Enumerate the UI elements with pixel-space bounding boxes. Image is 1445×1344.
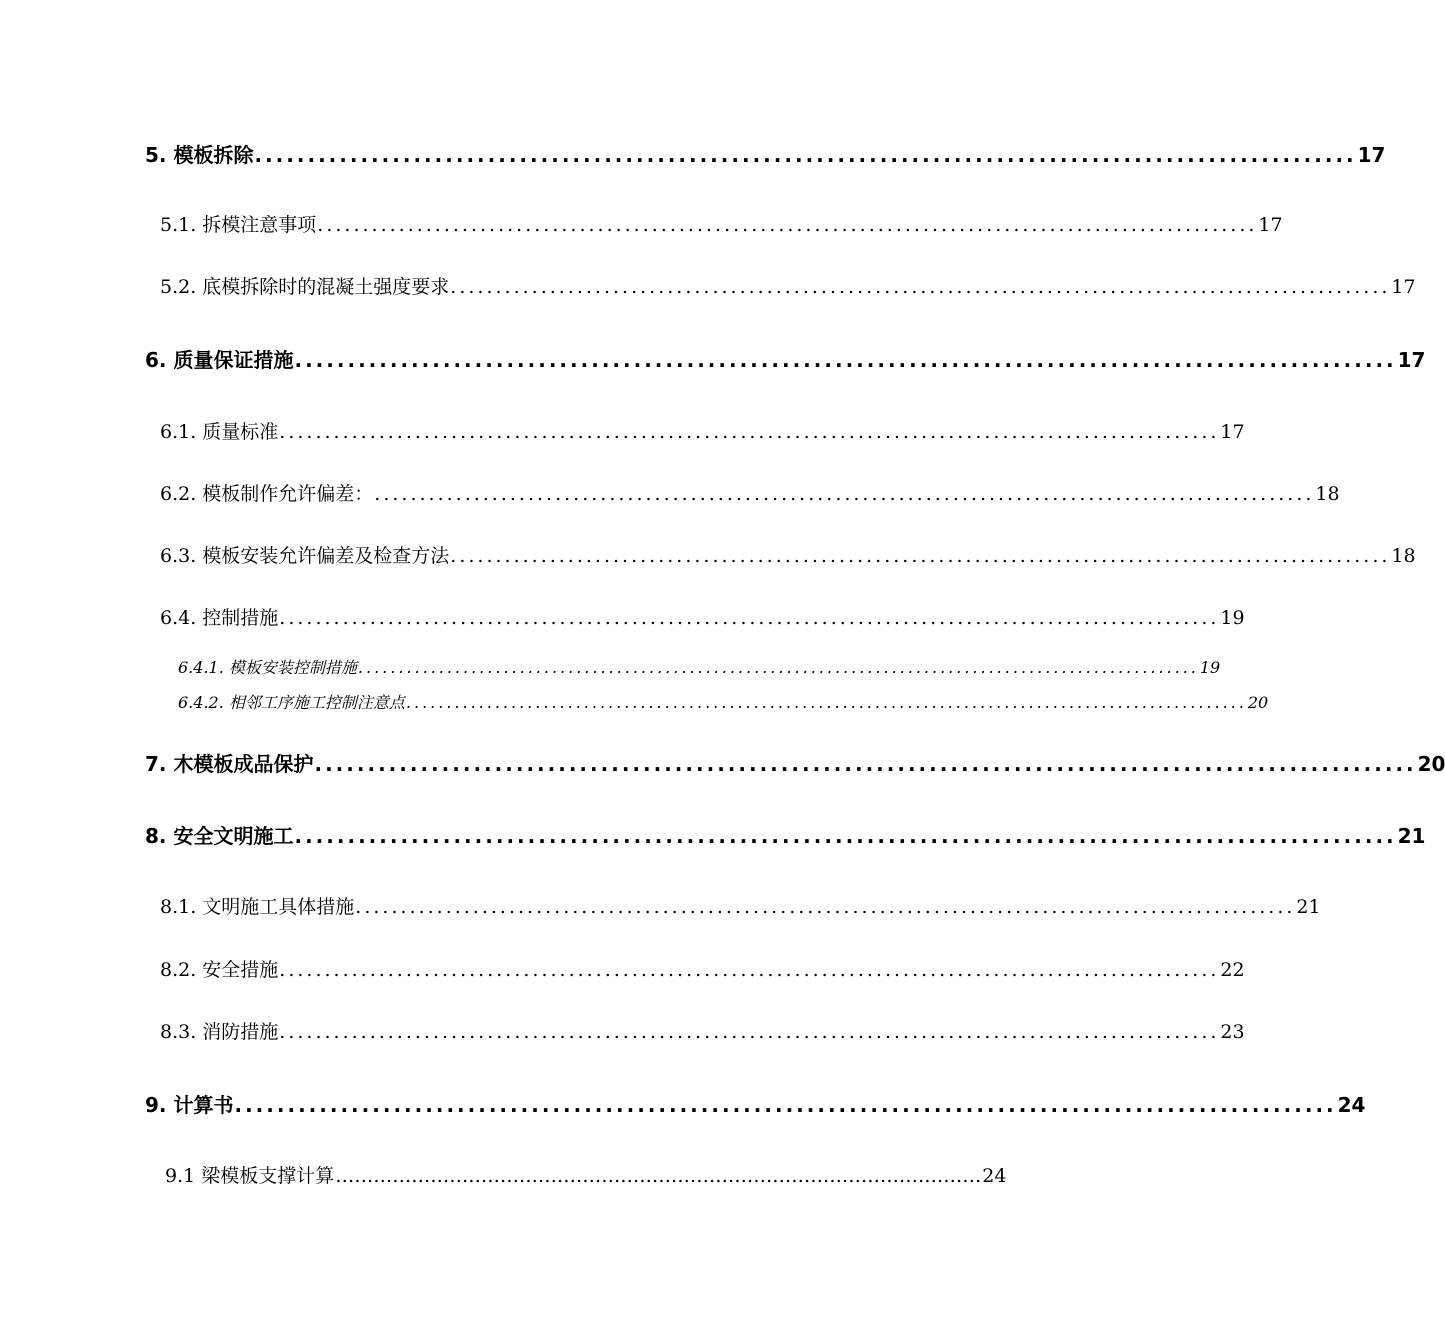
toc-entry-level2[interactable] bbox=[160, 272, 1416, 300]
toc-entry-title: 5. 模板拆除 bbox=[145, 143, 254, 167]
toc-entry-level2[interactable] bbox=[160, 417, 1245, 445]
toc-entry-level1[interactable] bbox=[145, 820, 1426, 848]
toc-entry-title: 6.4. 控制措施 bbox=[160, 607, 279, 629]
toc-page-number: 20 bbox=[1247, 693, 1269, 712]
toc-entry-title: 5.2. 底模拆除时的混凝土强度要求 bbox=[160, 276, 450, 298]
toc-entry-title: 9. 计算书 bbox=[145, 1093, 234, 1117]
toc-page-number: 17 bbox=[1397, 348, 1426, 372]
toc-entry-level1[interactable] bbox=[145, 748, 1445, 776]
toc-dot-leader: ........................................................................................................ bbox=[279, 1021, 1220, 1043]
toc-page-number: 17 bbox=[1258, 214, 1283, 236]
toc-page-number: 23 bbox=[1220, 1021, 1245, 1043]
toc-entry-level2[interactable] bbox=[160, 1017, 1245, 1045]
toc-dot-leader: ........................................................................................................ bbox=[405, 693, 1247, 712]
toc-page-number: 21 bbox=[1397, 824, 1426, 848]
toc-entry-title: 7. 木模板成品保护 bbox=[145, 752, 314, 776]
toc-dot-leader: ........................................................................................................ bbox=[374, 483, 1315, 505]
toc-entry-level2[interactable] bbox=[160, 955, 1245, 983]
toc-dot-leader: ........................................................................................................ bbox=[279, 607, 1220, 629]
toc-entry-level2[interactable] bbox=[160, 603, 1245, 631]
toc-entry-title: 6.1. 质量标准 bbox=[160, 421, 279, 443]
toc-dot-leader: ........................................................................................................ bbox=[279, 421, 1220, 443]
toc-dot-leader: ........................................................................................................ bbox=[357, 658, 1199, 677]
toc-entry-title: 8.2. 安全措施 bbox=[160, 959, 279, 981]
toc-page-number: 20 bbox=[1417, 752, 1445, 776]
toc-entry-level2[interactable] bbox=[160, 541, 1416, 569]
toc-dot-leader: ………………………………………………………………………………………… bbox=[335, 1165, 982, 1187]
toc-entry-title: 6.4.2. 相邻工序施工控制注意点 bbox=[178, 693, 405, 712]
toc-entry-level2[interactable] bbox=[160, 479, 1340, 507]
toc-entry-title: 8. 安全文明施工 bbox=[145, 824, 294, 848]
toc-entry-title: 5.1. 拆模注意事项 bbox=[160, 214, 317, 236]
toc-page-number: 17 bbox=[1391, 276, 1416, 298]
toc-entry-level2[interactable] bbox=[160, 892, 1321, 920]
toc-entry-title: 6.2. 模板制作允许偏差： bbox=[160, 483, 374, 505]
toc-entry-title: 6. 质量保证措施 bbox=[145, 348, 294, 372]
toc-entry-level1[interactable] bbox=[145, 1089, 1366, 1117]
toc-entry-title: 9.1 梁模板支撑计算 bbox=[165, 1165, 335, 1187]
toc-dot-leader: ........................................................................................................ bbox=[234, 1093, 1337, 1117]
toc-dot-leader: ........................................................................................................ bbox=[294, 348, 1397, 372]
toc-dot-leader: ........................................................................................................ bbox=[294, 824, 1397, 848]
toc-page-number: 22 bbox=[1220, 959, 1245, 981]
toc-entry-level1[interactable] bbox=[145, 139, 1386, 167]
toc-dot-leader: ........................................................................................................ bbox=[254, 143, 1357, 167]
toc-entry-level3[interactable] bbox=[178, 655, 1221, 679]
toc-page-number: 24 bbox=[1337, 1093, 1366, 1117]
toc-entry-level2[interactable] bbox=[165, 1161, 1007, 1189]
toc-entry-title: 8.3. 消防措施 bbox=[160, 1021, 279, 1043]
toc-page-number: 21 bbox=[1296, 896, 1321, 918]
toc-page-number: 18 bbox=[1391, 545, 1416, 567]
toc-entry-title: 6.4.1. 模板安装控制措施 bbox=[178, 658, 357, 677]
toc-page-number: 17 bbox=[1357, 143, 1386, 167]
toc-entry-title: 6.3. 模板安装允许偏差及检查方法 bbox=[160, 545, 450, 567]
toc-entry-level3[interactable] bbox=[178, 690, 1269, 714]
toc-dot-leader: ........................................................................................................ bbox=[450, 545, 1391, 567]
toc-dot-leader: ........................................................................................................ bbox=[450, 276, 1391, 298]
toc-entry-level2[interactable] bbox=[160, 210, 1283, 238]
toc-page-number: 24 bbox=[982, 1165, 1007, 1187]
toc-page-number: 18 bbox=[1315, 483, 1340, 505]
toc-entry-level1[interactable] bbox=[145, 344, 1426, 372]
toc-dot-leader: ........................................................................................................ bbox=[317, 214, 1258, 236]
toc-entry-title: 8.1. 文明施工具体措施 bbox=[160, 896, 355, 918]
toc-page-number: 19 bbox=[1199, 658, 1221, 677]
toc-dot-leader: ........................................................................................................ bbox=[355, 896, 1296, 918]
toc-dot-leader: ........................................................................................................ bbox=[314, 752, 1417, 776]
toc-page-number: 17 bbox=[1220, 421, 1245, 443]
toc-dot-leader: ........................................................................................................ bbox=[279, 959, 1220, 981]
toc-page-number: 19 bbox=[1220, 607, 1245, 629]
